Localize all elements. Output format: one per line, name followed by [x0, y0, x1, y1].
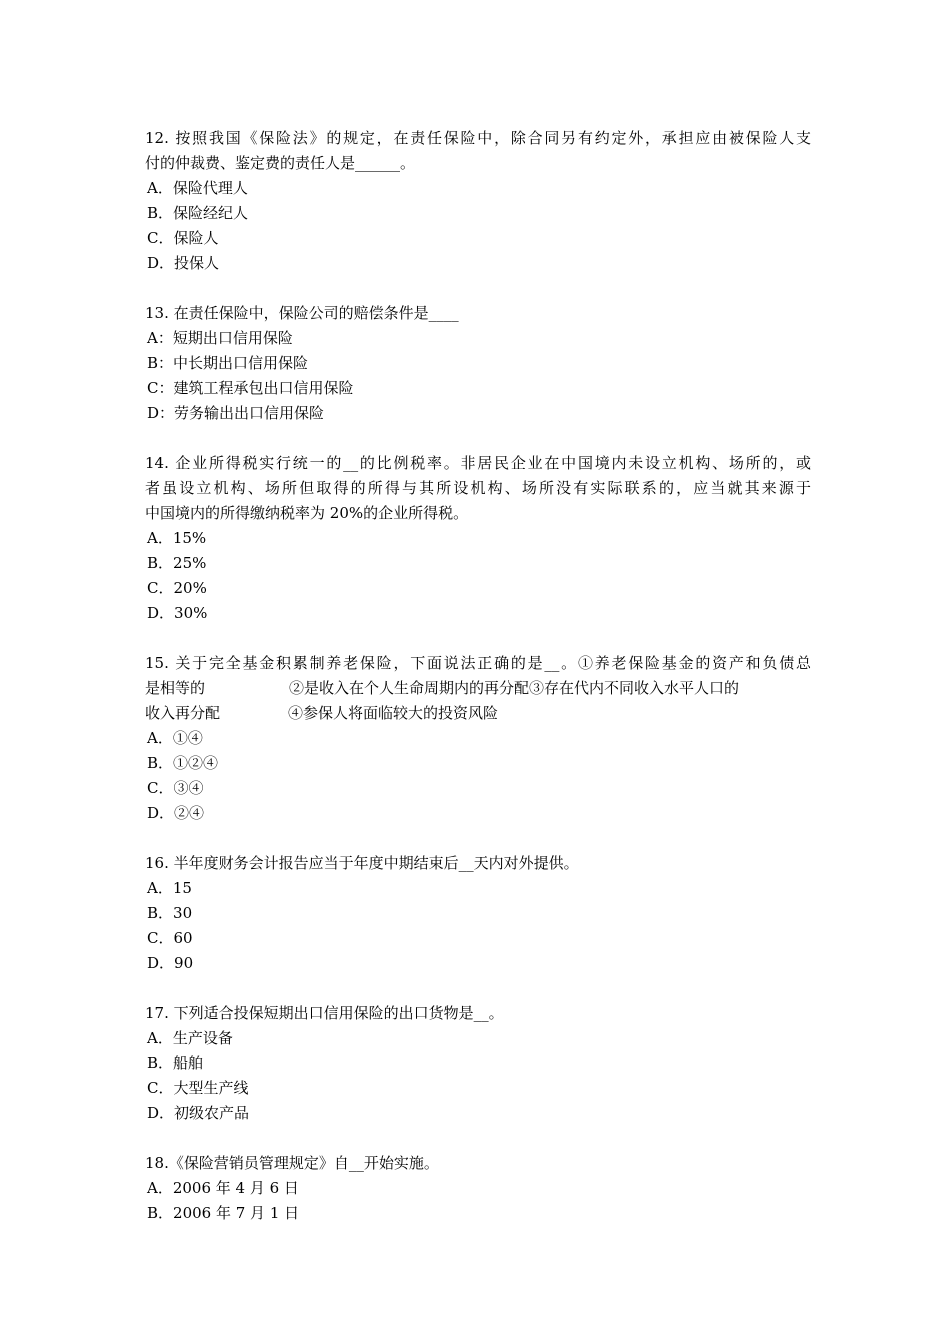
- question-14: [145, 451, 811, 626]
- question-stem: 14. 企业所得税实行统一的__的比例税率。非居民企业在中国境内未设立机构、场所的，或: [145, 454, 811, 472]
- option-b: B．船舶: [147, 1054, 204, 1072]
- option-b: B．30: [147, 904, 193, 922]
- option-d: D．90: [147, 954, 194, 972]
- option-a: A．2006 年 4 月 6 日: [147, 1179, 299, 1197]
- option-b: B．25%: [147, 554, 207, 572]
- option-d: D．30%: [147, 604, 208, 622]
- option-a: A．15%: [147, 529, 207, 547]
- option-c: C．20%: [147, 579, 207, 597]
- question-18: [145, 1151, 811, 1226]
- question-stem-row: [145, 676, 811, 701]
- option-a: A．15: [147, 879, 192, 897]
- option-b: B．保险经纪人: [147, 204, 249, 222]
- option-c: C．③④: [147, 779, 204, 797]
- question-stem: 者虽设立机构、场所但取得的所得与其所设机构、场所没有实际联系的，应当就其来源于: [145, 479, 811, 497]
- question-stem: 12. 按照我国《保险法》的规定，在责任保险中，除合同另有约定外，承担应由被保险人支: [145, 129, 811, 147]
- question-stem: ②是收入在个人生命周期内的再分配③存在代内不同收入水平人口的: [289, 679, 740, 697]
- option-b: B．①②④: [147, 754, 219, 772]
- option-c: C．大型生产线: [147, 1079, 249, 1097]
- option-c: C：建筑工程承包出口信用保险: [147, 379, 354, 397]
- option-b: B．2006 年 7 月 1 日: [147, 1204, 300, 1222]
- option-a: A．①④: [147, 729, 203, 747]
- question-stem: 是相等的: [145, 679, 206, 697]
- option-d: D：劳务输出出口信用保险: [147, 404, 325, 422]
- question-stem: 16. 半年度财务会计报告应当于年度中期结束后__天内对外提供。: [145, 854, 579, 872]
- question-stem: 付的仲裁费、鉴定费的责任人是______。: [145, 154, 416, 172]
- question-stem: 中国境内的所得缴纳税率为 20%的企业所得税。: [145, 504, 469, 522]
- option-a: A：短期出口信用保险: [147, 329, 293, 347]
- option-d: D．初级农产品: [147, 1104, 250, 1122]
- question-stem: 17. 下列适合投保短期出口信用保险的出口货物是__。: [145, 1004, 504, 1022]
- question-stem: ④参保人将面临较大的投资风险: [288, 704, 499, 722]
- option-a: A．保险代理人: [147, 179, 248, 197]
- question-13: [145, 301, 811, 426]
- option-c: C．保险人: [147, 229, 219, 247]
- question-17: [145, 1001, 811, 1126]
- question-15: [145, 651, 811, 826]
- option-d: D．②④: [147, 804, 205, 822]
- question-stem-row: [145, 701, 811, 726]
- question-stem: 18.《保险营销员管理规定》自__开始实施。: [145, 1154, 439, 1172]
- option-c: C．60: [147, 929, 193, 947]
- option-d: D．投保人: [147, 254, 220, 272]
- option-b: B：中长期出口信用保险: [147, 354, 309, 372]
- document-content: [145, 126, 811, 1251]
- option-a: A．生产设备: [147, 1029, 233, 1047]
- question-16: [145, 851, 811, 976]
- question-stem: 13. 在责任保险中，保险公司的赔偿条件是____: [145, 304, 459, 322]
- question-stem: 收入再分配: [145, 704, 221, 722]
- question-stem: 15. 关于完全基金积累制养老保险，下面说法正确的是__。①养老保险基金的资产和负债总: [145, 654, 811, 672]
- question-12: [145, 126, 811, 276]
